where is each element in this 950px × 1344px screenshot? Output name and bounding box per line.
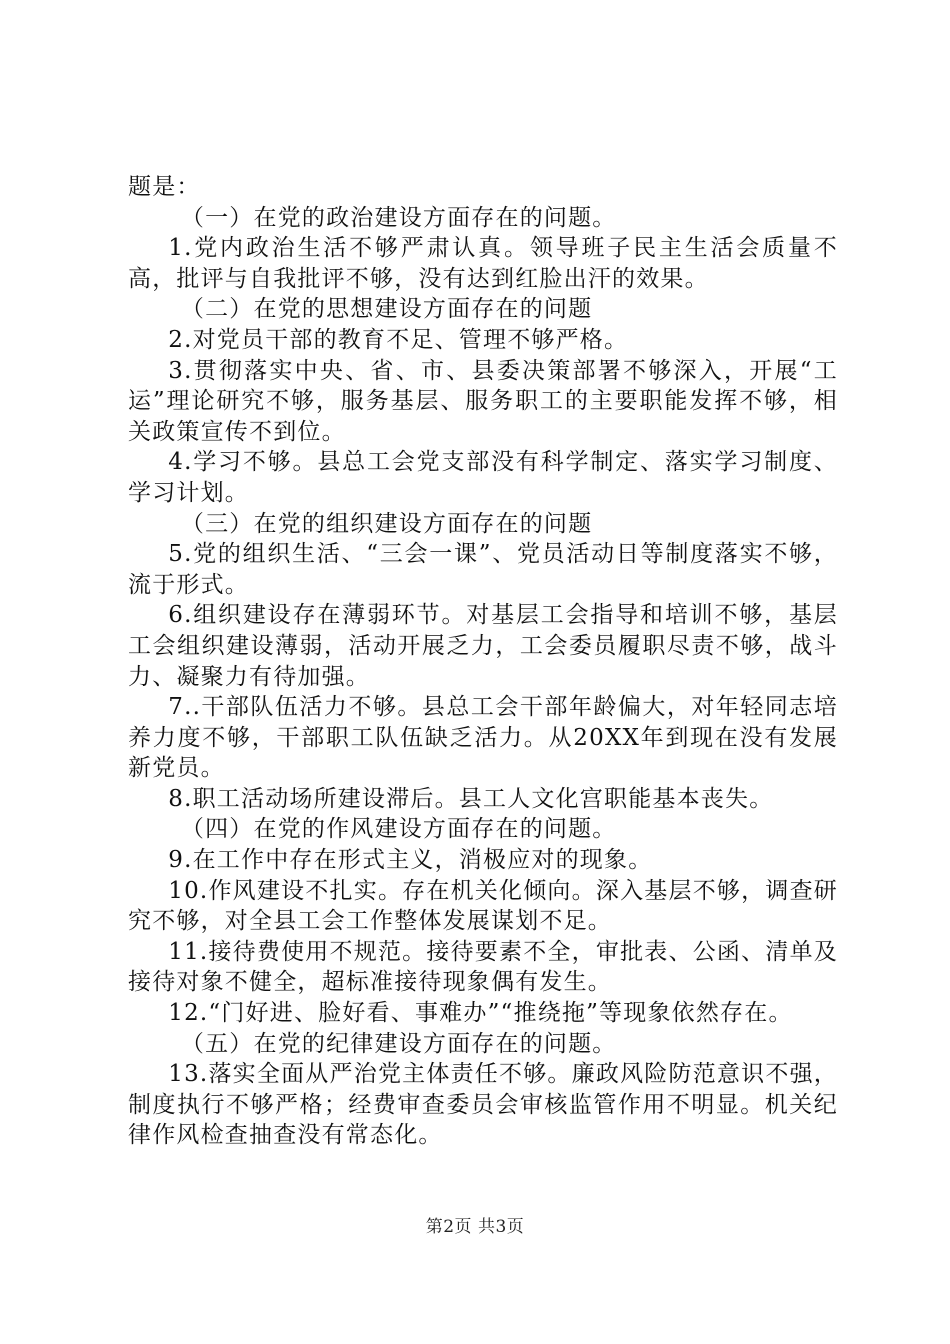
section-heading-5: （五）在党的纪律建设方面存在的问题。 bbox=[180, 1030, 617, 1057]
list-item-4: 4.学习不够。县总工会党支部没有科学制定、落实学习制度、学习计划。 bbox=[128, 449, 838, 506]
section-heading-2: （二）在党的思想建设方面存在的问题 bbox=[180, 296, 593, 323]
list-item-12: 12.“门好进、脸好看、事难办”“推绕拖”等现象依然存在。 bbox=[168, 1000, 793, 1027]
list-item-1: 1.党内政治生活不够严肃认真。领导班子民主生活会质量不高，批评与自我批评不够，没有达到红脸出汗的效果。 bbox=[128, 235, 838, 292]
list-item-2: 2.对党员干部的教育不足、管理不够严格。 bbox=[168, 326, 629, 353]
list-item-5: 5.党的组织生活、“三会一课”、党员活动日等制度落实不够，流于形式。 bbox=[128, 541, 838, 598]
paragraph-lead: 题是： bbox=[128, 174, 201, 200]
list-item-9: 9.在工作中存在形式主义，消极应对的现象。 bbox=[168, 847, 653, 874]
section-heading-4: （四）在党的作风建设方面存在的问题。 bbox=[180, 816, 617, 843]
list-item-13: 13.落实全面从严治党主体责任不够。廉政风险防范意识不强，制度执行不够严格；经费审查委员会审核监管作用不明显。机关纪律作风检查抽查没有常态化。 bbox=[128, 1061, 838, 1149]
list-item-11: 11.接待费使用不规范。接待要素不全，审批表、公函、清单及接待对象不健全，超标准接待现象偶有发生。 bbox=[128, 938, 838, 996]
list-item-3: 3.贯彻落实中央、省、市、县委决策部署不够深入，开展“工运”理论研究不够，服务基层、服务职工的主要职能发挥不够，相关政策宣传不到位。 bbox=[128, 357, 838, 445]
list-item-7: 7..干部队伍活力不够。县总工会干部年龄偏大，对年轻同志培养力度不够，干部职工队伍缺乏活力。从20XX年到现在没有发展新党员。 bbox=[128, 694, 838, 782]
document-body bbox=[128, 172, 838, 1151]
list-item-8: 8.职工活动场所建设滞后。县工人文化宫职能基本丧失。 bbox=[168, 785, 774, 812]
page-number-footer: 第2页 共3页 bbox=[425, 1217, 525, 1237]
list-item-6: 6.组织建设存在薄弱环节。对基层工会指导和培训不够，基层工会组织建设薄弱，活动开展乏力，工会委员履职尽责不够，战斗力、凝聚力有待加强。 bbox=[128, 602, 838, 690]
section-heading-1: （一）在党的政治建设方面存在的问题。 bbox=[180, 204, 617, 231]
list-item-10: 10.作风建设不扎实。存在机关化倾向。深入基层不够，调查研究不够，对全县工会工作整体发展谋划不足。 bbox=[128, 877, 838, 935]
section-heading-3: （三）在党的组织建设方面存在的问题 bbox=[180, 510, 593, 537]
